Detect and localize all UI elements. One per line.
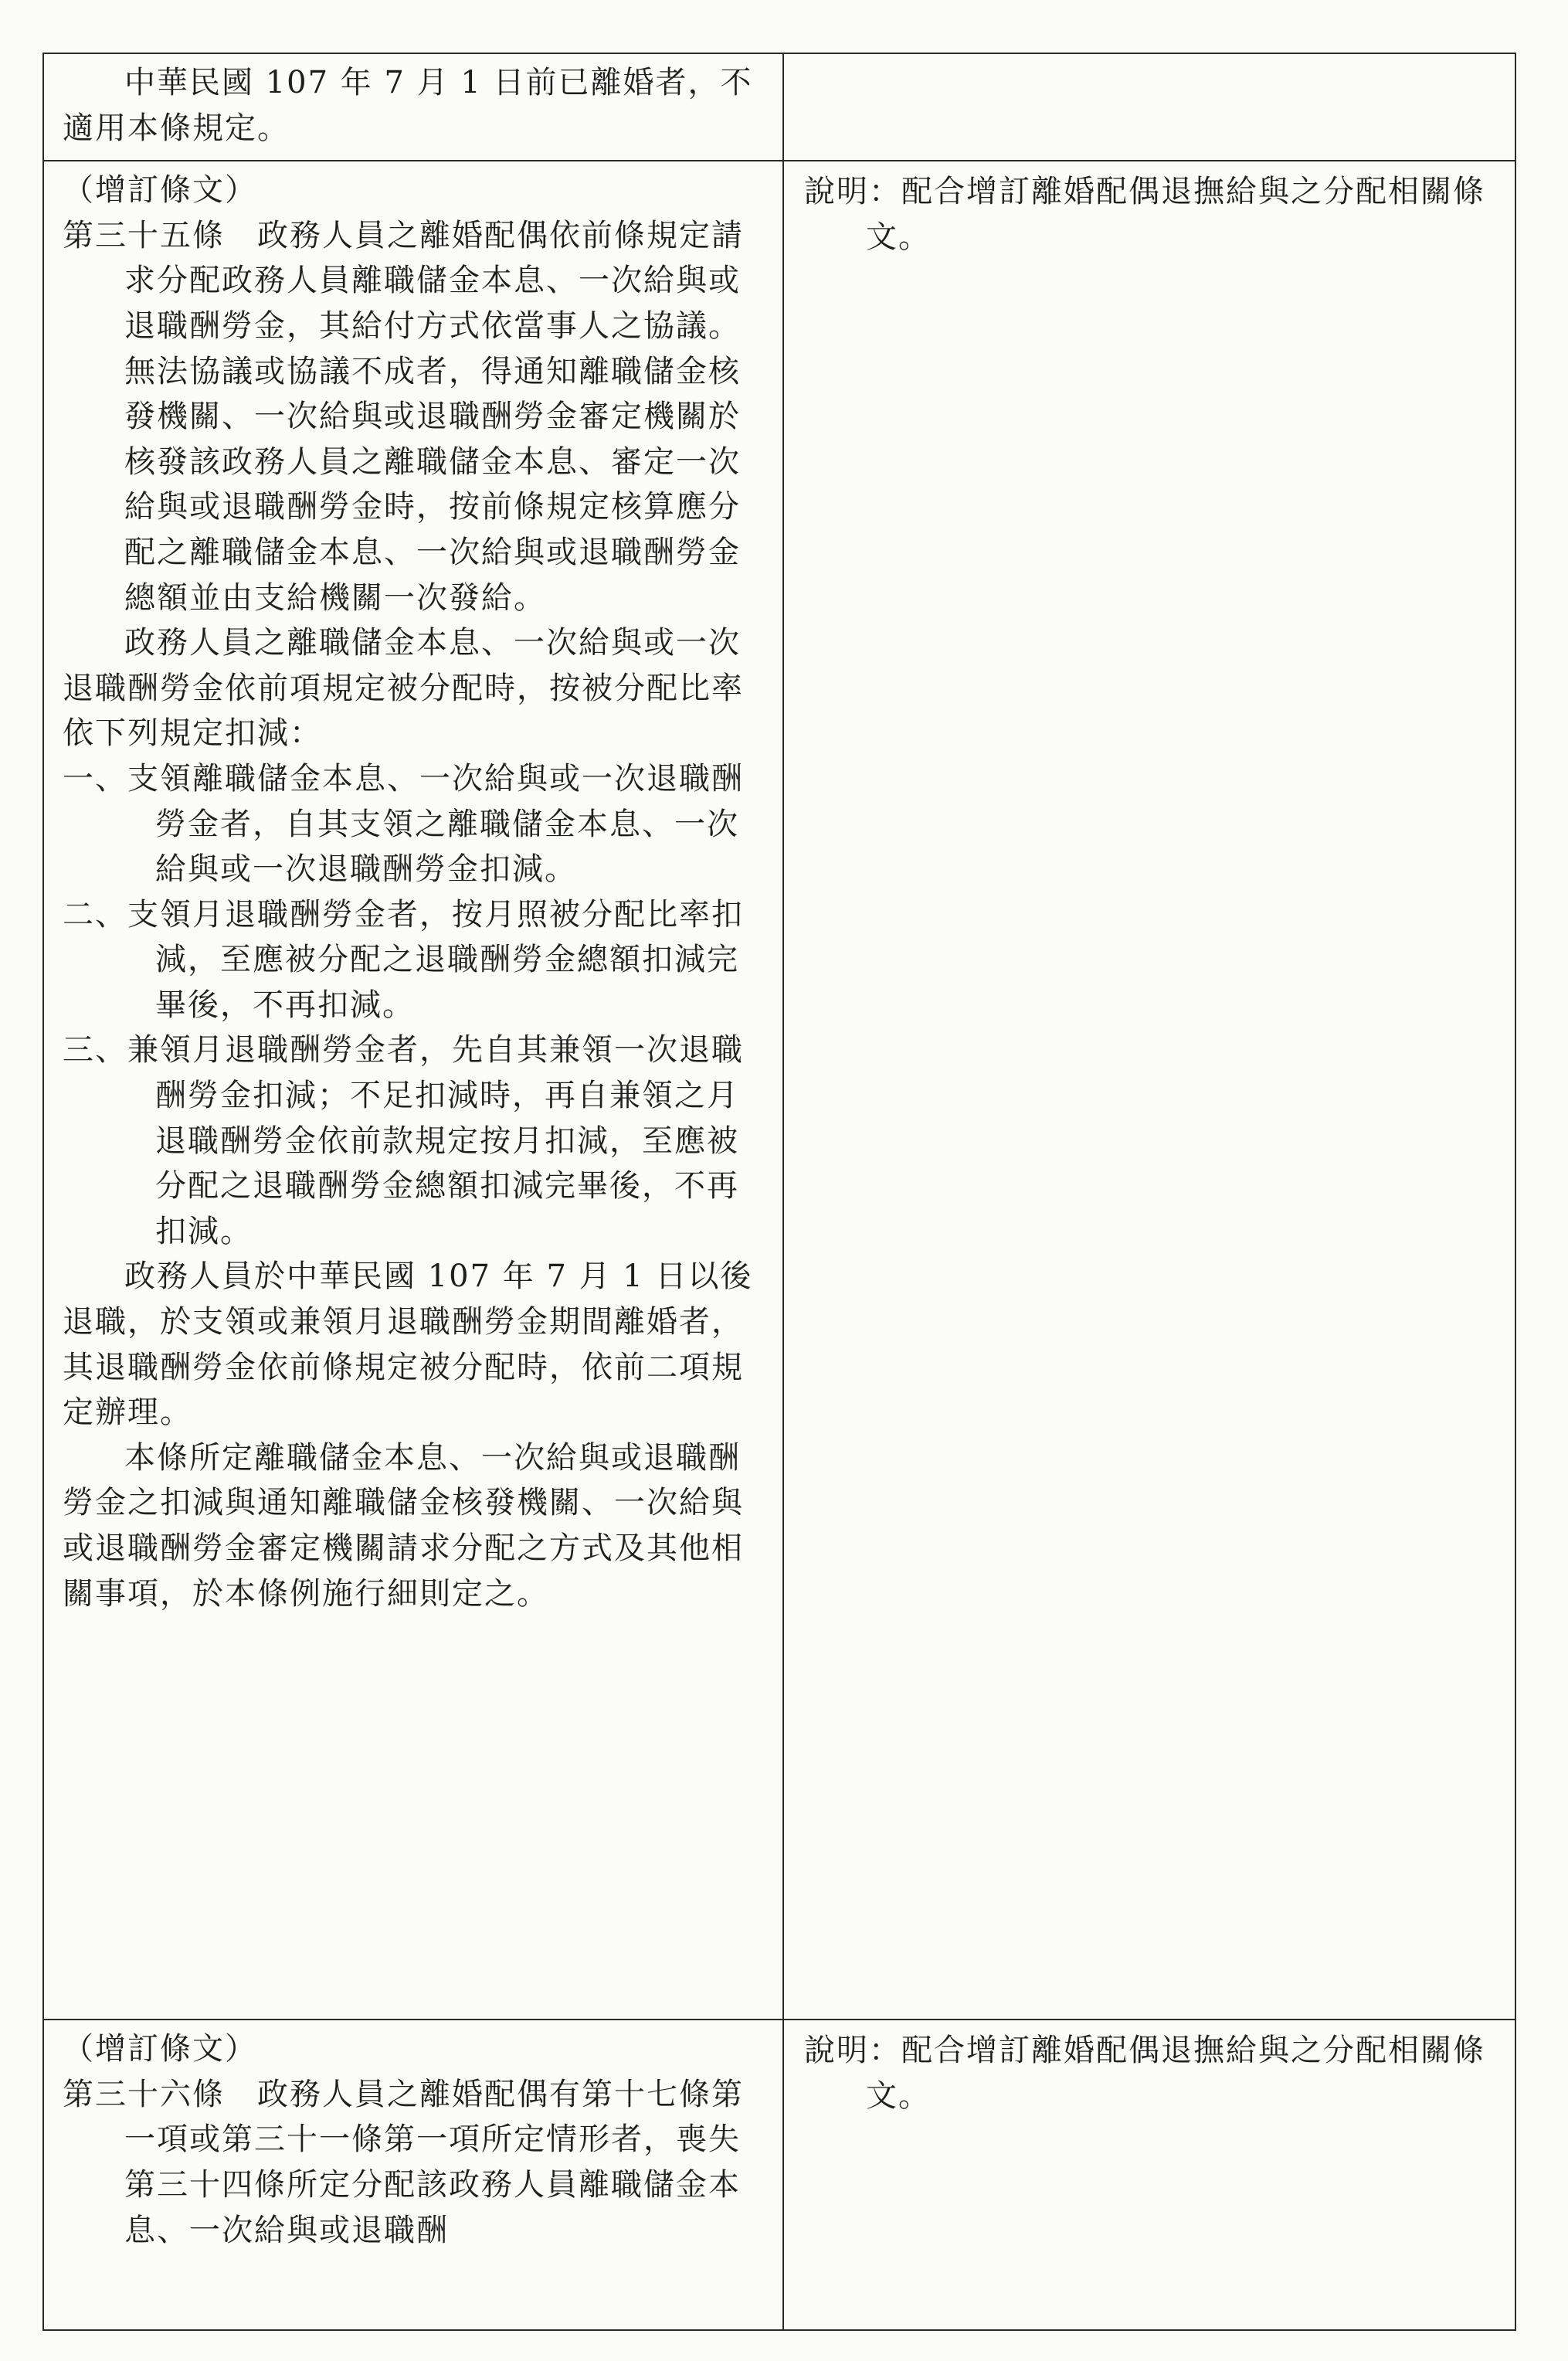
amendment-comparison-table — [42, 53, 1516, 2331]
list-item: 三、兼領月退職酬勞金者，先自其兼領一次退職酬勞金扣減；不足扣減時，再自兼領之月退職酬勞金依前款規定按月扣減，至應被分配之退職酬勞金總額扣減完畢後，不再扣減。 — [63, 1032, 744, 1249]
provision-paragraph: 政務人員之離職儲金本息、一次給與或一次退職酬勞金依前項規定被分配時，按被分配比率依下列規定扣減： — [63, 625, 744, 752]
article-35-text: 第三十五條 政務人員之離婚配偶依前條規定請求分配政務人員離職儲金本息、一次給與或退職酬勞金，其給付方式依當事人之協議。無法協議或協議不成者，得通知離職儲金核發機關、一次給與或退職酬勞金審定機關於核發該政務人員之離職儲金本息、審定一次給與或退職酬勞金時，按前條規定核算應分配之離職儲金本息、一次給與或退職酬勞金總額並由支給機關一次發給。 — [63, 217, 744, 616]
explanation-cell — [783, 53, 1515, 161]
table-row — [43, 161, 1515, 2020]
provision-cell — [43, 53, 783, 161]
table-row — [43, 2020, 1515, 2330]
amendment-tag: （增訂條文） — [63, 172, 257, 209]
provision-cell — [43, 2020, 783, 2330]
explanation-cell — [783, 161, 1515, 2020]
list-item: 二、支領月退職酬勞金者，按月照被分配比率扣減，至應被分配之退職酬勞金總額扣減完畢後，不再扣減。 — [63, 896, 744, 1023]
explanation-cell — [783, 2020, 1515, 2330]
provision-paragraph: 本條所定離職儲金本息、一次給與或退職酬勞金之扣減與通知離職儲金核發機關、一次給與或退職酬勞金審定機關請求分配之方式及其他相關事項，於本條例施行細則定之。 — [63, 1439, 744, 1612]
explanation-text: 說明：配合增訂離婚配偶退撫給與之分配相關條文。 — [804, 174, 1485, 255]
article-36-text: 第三十六條 政務人員之離婚配偶有第十七條第一項或第三十一條第一項所定情形者，喪失第三十四條所定分配該政務人員離職儲金本息、一次給與或退職酬 — [63, 2076, 744, 2248]
table-row — [43, 53, 1515, 161]
list-item: 一、支領離職儲金本息、一次給與或一次退職酬勞金者，自其支領之離職儲金本息、一次給與或一次退職酬勞金扣減。 — [63, 760, 744, 888]
provision-paragraph: 中華民國 107 年 7 月 1 日前已離婚者，不適用本條規定。 — [63, 65, 753, 146]
provision-paragraph: 政務人員於中華民國 107 年 7 月 1 日以後退職，於支領或兼領月退職酬勞金期間離婚者，其退職酬勞金依前條規定被分配時，依前二項規定辦理。 — [63, 1259, 753, 1431]
amendment-tag: （增訂條文） — [63, 2031, 257, 2067]
explanation-text: 說明：配合增訂離婚配偶退撫給與之分配相關條文。 — [804, 2033, 1485, 2114]
provision-cell — [43, 161, 783, 2020]
